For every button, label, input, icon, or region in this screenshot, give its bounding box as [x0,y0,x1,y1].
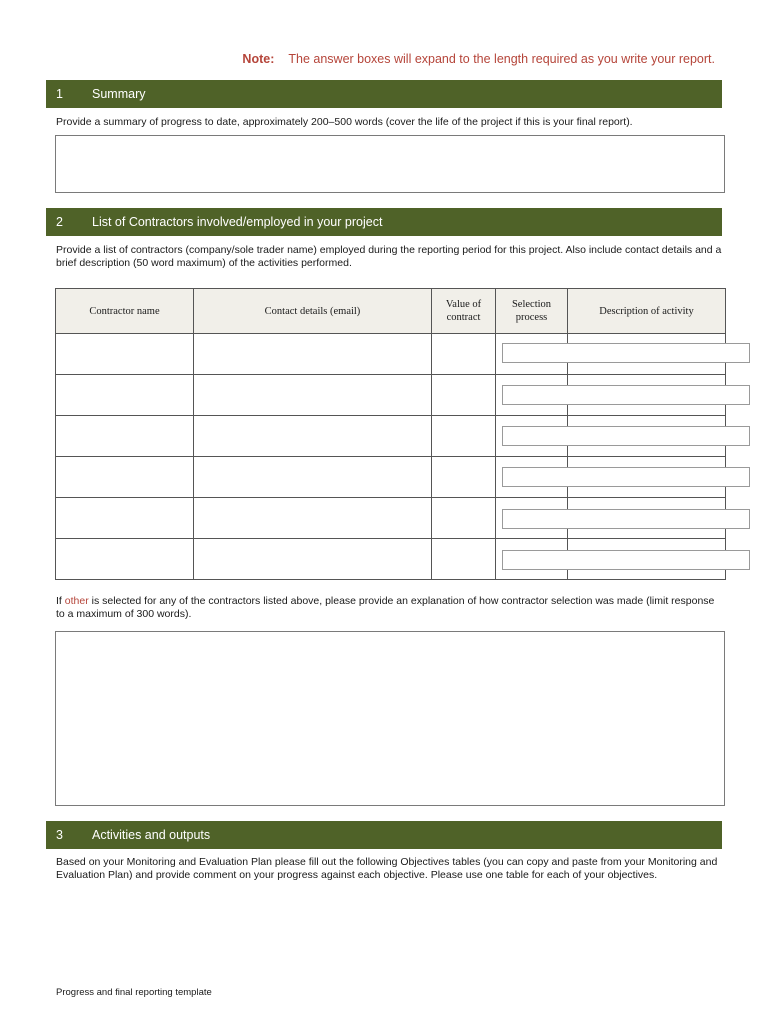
contractor-name-cell[interactable] [56,334,194,375]
contractor-name-cell[interactable] [56,375,194,416]
header-contact-details: Contact details (email) [194,289,432,334]
section-3-number: 3 [56,828,63,842]
other-explanation-instructions [56,595,722,621]
contractor-name-cell[interactable] [56,498,194,539]
section-2-title: List of Contractors involved/employed in your project [92,215,383,229]
section-3-instructions: Based on your Monitoring and Evaluation Plan please fill out the following Objectives tables (you can copy and paste from your Monitoring and Evaluation Plan) and provide comment on your progress against each objective. Please use one table for each of your objectives. [56,856,718,881]
section-1-number: 1 [56,87,63,101]
selection-process-field[interactable] [502,467,750,487]
expansion-note [0,52,715,66]
contact-details-cell[interactable] [194,375,432,416]
contract-value-cell[interactable] [432,334,496,375]
section-1-instructions: Provide a summary of progress to date, approximately 200–500 words (cover the life of the project if this is your final report). [56,116,633,128]
contract-value-cell[interactable] [432,416,496,457]
contract-value-cell[interactable] [432,457,496,498]
note-text: The answer boxes will expand to the length required as you write your report. [288,52,715,66]
contact-details-cell[interactable] [194,539,432,580]
contractor-name-cell[interactable] [56,457,194,498]
contact-details-cell[interactable] [194,334,432,375]
contact-details-cell[interactable] [194,457,432,498]
page-footer: Progress and final reporting template [56,987,212,998]
other-keyword: other [64,595,89,607]
selection-process-field[interactable] [502,343,750,363]
selection-process-field[interactable] [502,550,750,570]
section-1-title: Summary [92,87,146,101]
other-suffix: is selected for any of the contractors listed above, please provide an explanation of how contractor selection was made (limit response to a maximum of 300 words). [56,595,715,620]
other-explanation-answer-box[interactable] [55,631,725,806]
header-description-of-activity: Description of activity [568,289,726,334]
header-contractor-name: Contractor name [56,289,194,334]
section-1-header [46,80,722,108]
section-2-instructions: Provide a list of contractors (company/sole trader name) employed during the reporting period for this project. Also include contact details and a brief description (50 word maximum) of the activities performed. [56,244,722,269]
section-3-header [46,821,722,849]
contract-value-cell[interactable] [432,539,496,580]
contractor-name-cell[interactable] [56,539,194,580]
selection-process-field[interactable] [502,385,750,405]
contractor-name-cell[interactable] [56,416,194,457]
header-selection-process: Selection process [496,289,568,334]
header-value-of-contract: Value of contract [432,289,496,334]
contractors-header-row [56,289,726,334]
other-prefix: If [56,595,65,607]
contact-details-cell[interactable] [194,416,432,457]
section-2-header [46,208,722,236]
section-2-number: 2 [56,215,63,229]
summary-answer-box[interactable] [55,135,725,193]
contact-details-cell[interactable] [194,498,432,539]
contract-value-cell[interactable] [432,375,496,416]
section-3-title: Activities and outputs [92,828,211,842]
contract-value-cell[interactable] [432,498,496,539]
selection-process-field[interactable] [502,509,750,529]
selection-process-field[interactable] [502,426,750,446]
note-label: Note: [242,52,275,66]
